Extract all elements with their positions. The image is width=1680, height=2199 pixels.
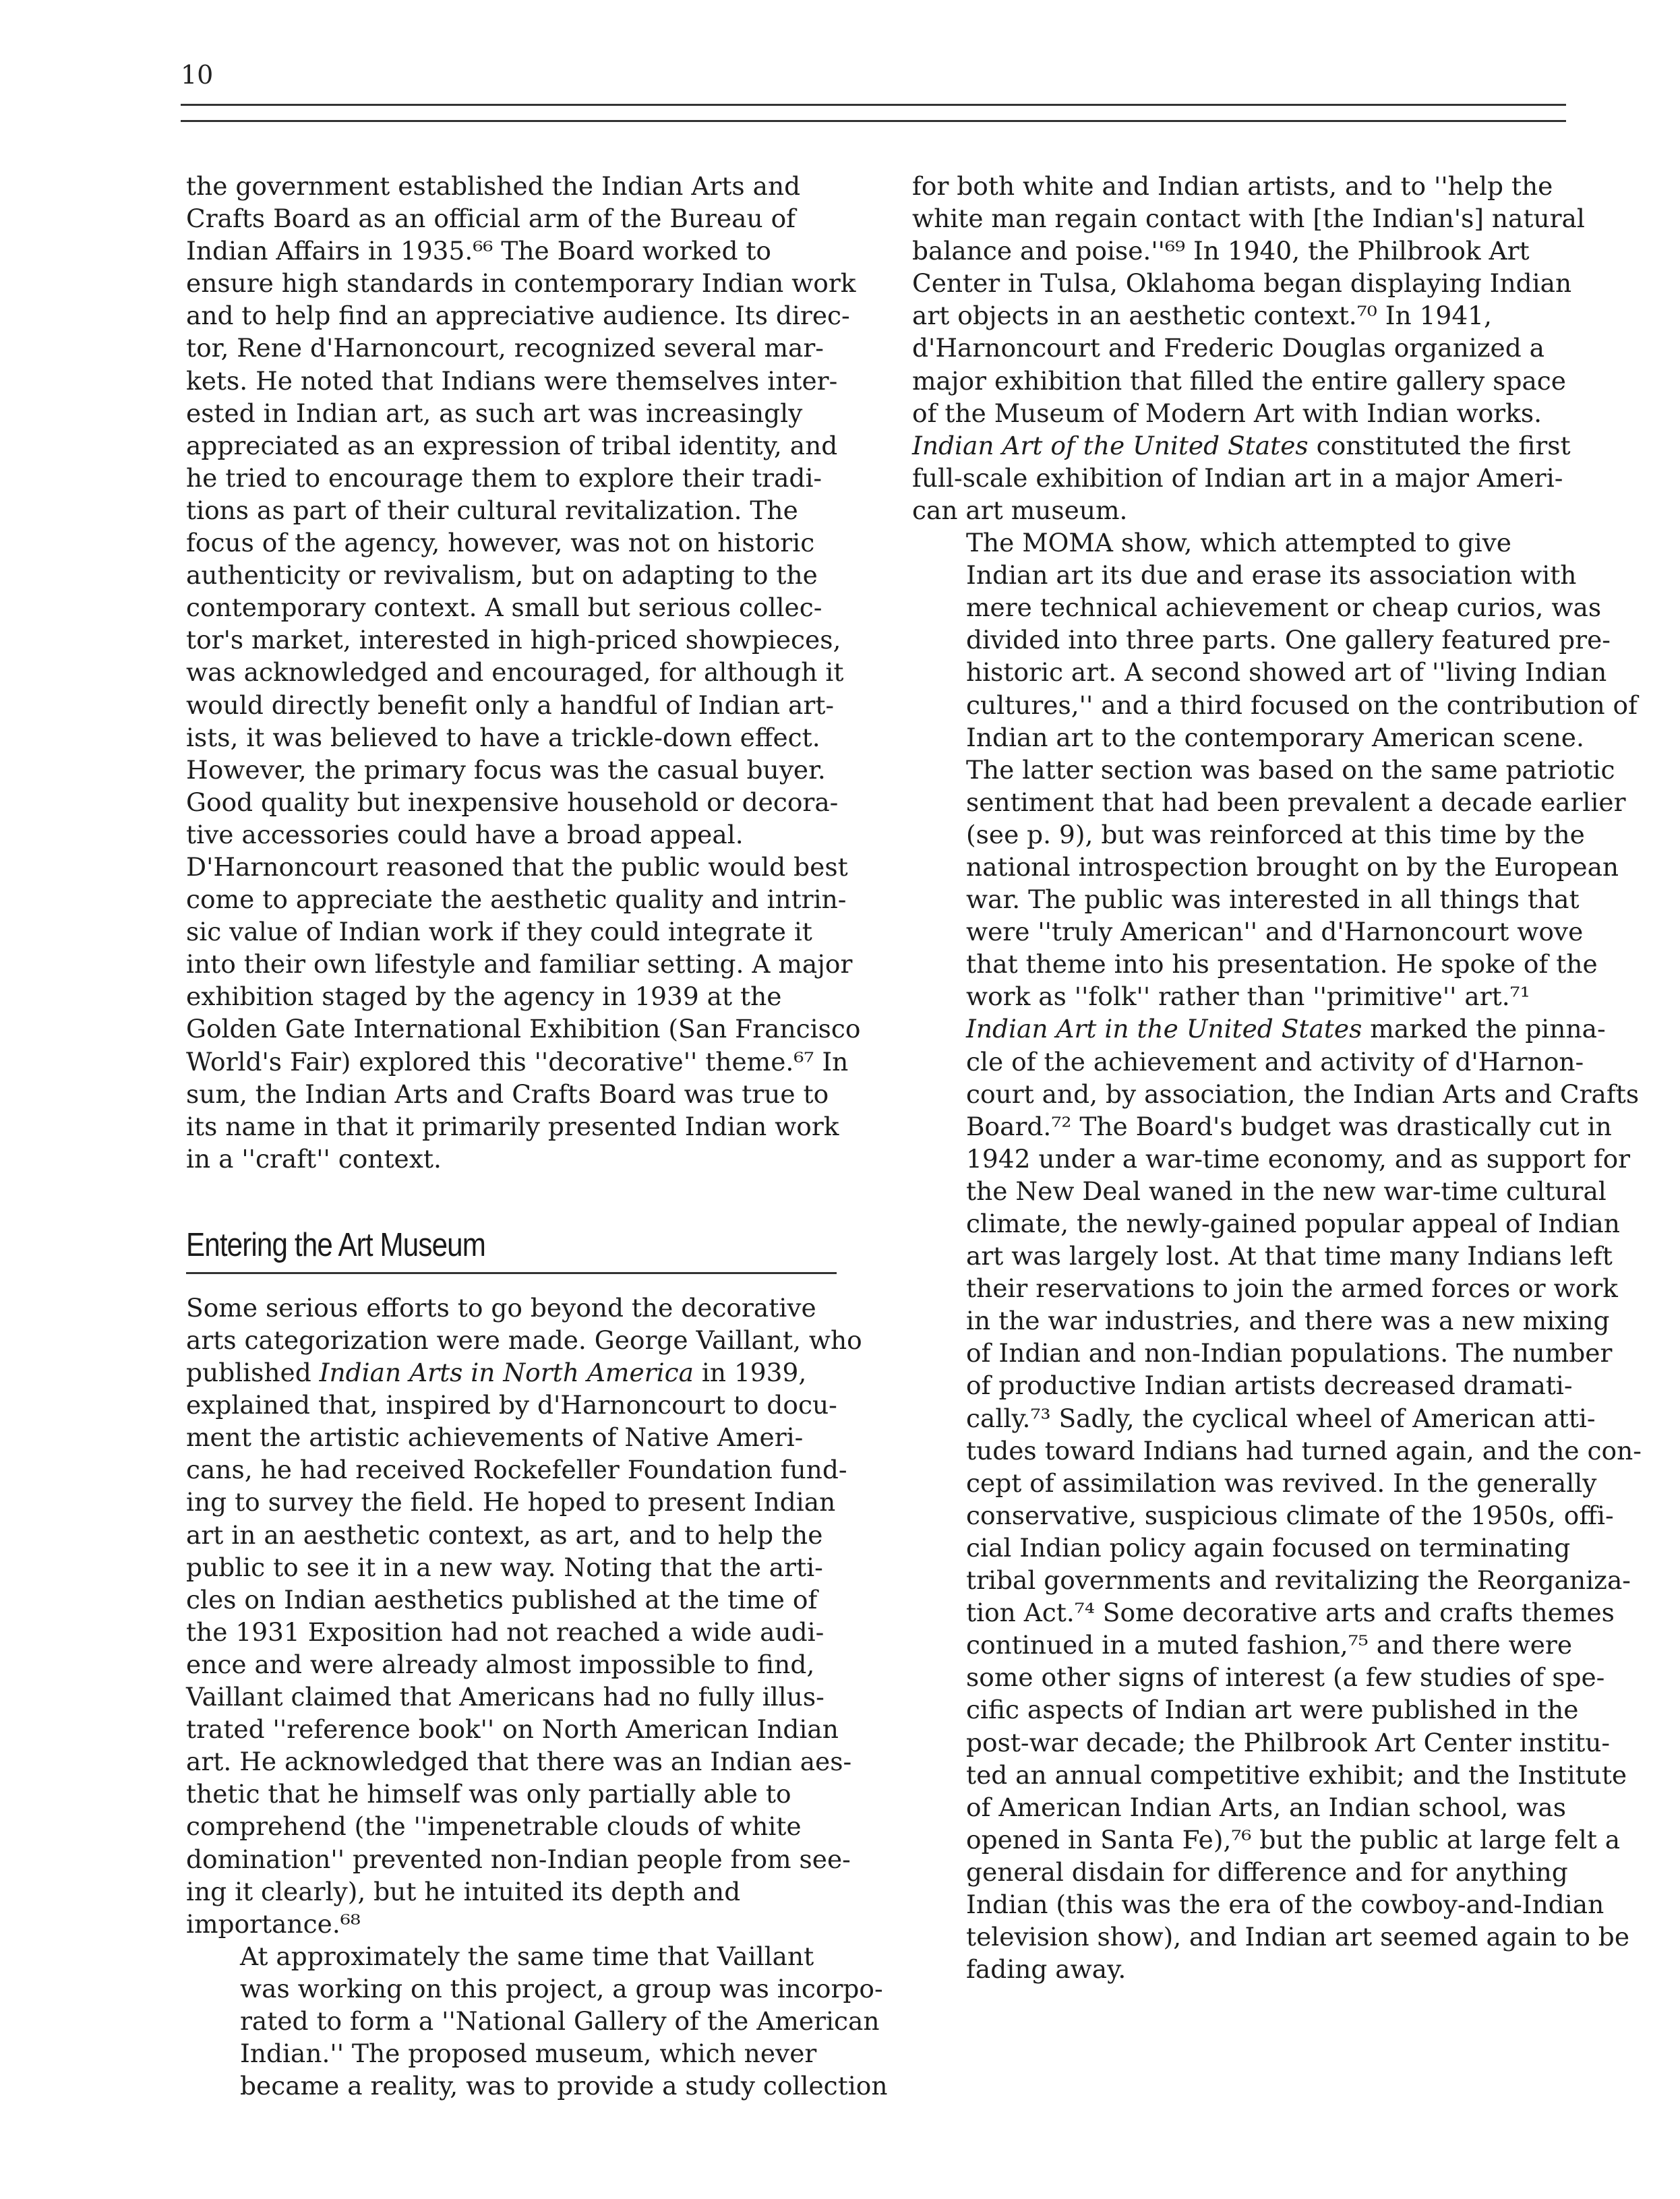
text-line: importance.⁶⁸ [186, 1908, 361, 1939]
text-line: cific aspects of Indian art were published in the [966, 1695, 1579, 1725]
text-line: tion Act.⁷⁴ Some decorative arts and crafts themes [966, 1598, 1615, 1628]
text-line: Indian (this was the era of the cowboy-and-Indian [966, 1889, 1604, 1919]
text-line: continued in a muted fashion,⁷⁵ and there were [966, 1630, 1573, 1660]
text-line: in the war industries, and there was a new mixing [966, 1306, 1610, 1336]
text-line: were ''truly American'' and d'Harnoncourt wove [966, 917, 1584, 947]
text-line: cans, he had received Rockefeller Foundation fund- [186, 1455, 847, 1485]
text-line: Indian Art in the United States marked the pinna- [966, 1014, 1606, 1044]
right-paragraph-1 [912, 170, 1585, 526]
text-line: Indian art its due and erase its association with [966, 560, 1577, 591]
text-line: Board.⁷² The Board's budget was drastically cut in [966, 1111, 1612, 1141]
text-line: cle of the achievement and activity of d'Harnon- [966, 1046, 1584, 1077]
text-line: its name in that it primarily presented Indian work [186, 1111, 839, 1141]
text-line: ensure high standards in contemporary Indian work [186, 268, 856, 299]
text-line: ists, it was believed to have a trickle-down effect. [186, 722, 820, 752]
text-line: that theme into his presentation. He spoke of the [966, 949, 1598, 980]
text-line: opened in Santa Fe),⁷⁶ but the public at large felt a [966, 1824, 1621, 1855]
text-line: war. The public was interested in all things that [966, 884, 1580, 915]
text-line: ence and were already almost impossible to find, [186, 1649, 815, 1679]
text-line: art was largely lost. At that time many Indians left [966, 1241, 1613, 1271]
text-line: court and, by association, the Indian Arts and Crafts [966, 1079, 1640, 1109]
text-line: explained that, inspired by d'Harnoncourt to docu- [186, 1390, 837, 1420]
text-line: appreciated as an expression of tribal identity, and [186, 430, 838, 460]
text-line: cally.⁷³ Sadly, the cyclical wheel of American atti- [966, 1403, 1596, 1433]
text-line: Some serious efforts to go beyond the decorative [186, 1292, 816, 1323]
text-line: sic value of Indian work if they could integrate it [186, 917, 812, 947]
text-line: d'Harnoncourt and Frederic Douglas organized a [912, 333, 1544, 363]
text-line: of the Museum of Modern Art with Indian works. [912, 398, 1542, 428]
text-line: of Indian and non-Indian populations. The number [966, 1338, 1613, 1368]
text-line: rated to form a ''National Gallery of the American [240, 2006, 880, 2036]
text-line: was working on this project, a group was incorpo- [240, 1973, 883, 2004]
text-line: ested in Indian art, as such art was increasingly [186, 398, 803, 428]
text-line: kets. He noted that Indians were themselves inter- [186, 365, 838, 396]
text-line: D'Harnoncourt reasoned that the public would best [186, 851, 848, 882]
text-line: ing it clearly), but he intuited its depth and [186, 1876, 741, 1906]
text-line: fading away. [966, 1954, 1127, 1985]
section-paragraph-2 [186, 1940, 888, 2102]
text-line: cultures,'' and a third focused on the contribution of [966, 690, 1638, 720]
text-line: The latter section was based on the same patriotic [966, 754, 1615, 785]
text-line: sentiment that had been prevalent a decade earlier [966, 787, 1626, 817]
text-line: Indian.'' The proposed museum, which never [240, 2039, 817, 2069]
text-line: Indian art to the contemporary American scene. [966, 722, 1584, 752]
text-line: Indian Affairs in 1935.⁶⁶ The Board worked to [186, 236, 772, 266]
text-line: tudes toward Indians had turned again, and the con- [966, 1435, 1642, 1466]
text-line: national introspection brought on by the European [966, 851, 1619, 882]
text-line: art objects in an aesthetic context.⁷⁰ In 1941, [912, 301, 1492, 331]
text-line: divided into three parts. One gallery featured pre- [966, 625, 1611, 655]
text-line: and to help find an appreciative audience. Its direc- [186, 301, 850, 331]
text-line: thetic that he himself was only partially able to [186, 1779, 791, 1809]
text-line: the 1931 Exposition had not reached a wide audi- [186, 1617, 824, 1647]
text-line: the government established the Indian Arts and [186, 171, 801, 201]
text-line: art. He acknowledged that there was an Indian aes- [186, 1747, 852, 1777]
text-line: cles on Indian aesthetics published at the time of [186, 1584, 818, 1615]
text-line: ing to survey the field. He hoped to present Indian [186, 1487, 836, 1517]
text-line: Good quality but inexpensive household or decora- [186, 787, 839, 817]
section-heading: Entering the Art Museum [186, 1226, 485, 1263]
text-line: general disdain for difference and for anything [966, 1857, 1568, 1887]
page-number: 10 [181, 60, 214, 90]
text-line: sum, the Indian Arts and Crafts Board was true to [186, 1079, 829, 1109]
text-line: trated ''reference book'' on North American Indian [186, 1714, 839, 1745]
right-column [912, 170, 1642, 1985]
text-line: of American Indian Arts, an Indian school, was [966, 1792, 1567, 1822]
text-line: tive accessories could have a broad appeal. [186, 819, 744, 849]
text-line: 1942 under a war-time economy, and as support for [966, 1143, 1631, 1174]
right-paragraph-3 [912, 1013, 1642, 1985]
text-line: some other signs of interest (a few studies of spe- [966, 1662, 1605, 1693]
header-rule-top [181, 104, 1566, 106]
text-line: historic art. A second showed art of ''living Indian [966, 657, 1607, 688]
text-line: comprehend (the ''impenetrable clouds of white [186, 1811, 802, 1842]
text-line: Crafts Board as an official arm of the Bureau of [186, 204, 796, 234]
text-line: art in an aesthetic context, as art, and to help the [186, 1519, 823, 1550]
text-line: television show), and Indian art seemed again to be [966, 1922, 1630, 1952]
text-line: The MOMA show, which attempted to give [966, 528, 1511, 558]
text-line: of productive Indian artists decreased dramati- [966, 1370, 1573, 1401]
text-line: ted an annual competitive exhibit; and the Institute [966, 1759, 1627, 1790]
right-paragraph-2 [912, 526, 1638, 1013]
text-line: cial Indian policy again focused on terminating [966, 1532, 1571, 1563]
text-line: focus of the agency, however, was not on historic [186, 528, 815, 558]
text-line: balance and poise.''⁶⁹ In 1940, the Philbrook Art [912, 236, 1530, 266]
text-line: exhibition staged by the agency in 1939 at the [186, 982, 782, 1012]
text-line: full-scale exhibition of Indian art in a major Ameri- [912, 462, 1563, 493]
text-line: climate, the newly-gained popular appeal of Indian [966, 1209, 1620, 1238]
text-line: white man regain contact with [the Indian's] natural [912, 204, 1585, 234]
text-line: come to appreciate the aesthetic quality and intrin- [186, 884, 847, 915]
text-line: arts categorization were made. George Vaillant, who [186, 1325, 862, 1355]
text-line: for both white and Indian artists, and to ''help the [912, 171, 1553, 201]
text-line: the New Deal waned in the new war-time cultural [966, 1176, 1607, 1206]
text-line: Center in Tulsa, Oklahoma began displaying Indian [912, 268, 1572, 299]
text-line: ment the artistic achievements of Native Ameri- [186, 1422, 804, 1453]
section-heading-rule [186, 1272, 837, 1274]
text-line: cept of assimilation was revived. In the generally [966, 1468, 1597, 1498]
text-line: would directly benefit only a handful of Indian art- [186, 690, 835, 720]
text-line: can art museum. [912, 495, 1128, 525]
text-line: domination'' prevented non-Indian people from see- [186, 1844, 851, 1874]
text-line: (see p. 9), but was reinforced at this time by the [966, 819, 1585, 849]
text-line: Indian Art of the United States constituted the first [912, 430, 1571, 460]
text-line: authenticity or revivalism, but on adapting to the [186, 560, 818, 591]
text-line: tribal governments and revitalizing the Reorganiza- [966, 1565, 1631, 1596]
text-line: post-war decade; the Philbrook Art Center institu- [966, 1727, 1611, 1757]
text-line: work as ''folk'' rather than ''primitive'' art.⁷¹ [966, 982, 1530, 1012]
text-line: At approximately the same time that Vaillant [240, 1941, 814, 1971]
text-line: public to see it in a new way. Noting that the arti- [186, 1552, 823, 1582]
intro-paragraph [186, 170, 861, 1175]
text-line: tor, Rene d'Harnoncourt, recognized several mar- [186, 333, 824, 363]
section-paragraph-1 [186, 1292, 862, 1940]
text-line: Vaillant claimed that Americans had no fully illus- [186, 1682, 824, 1712]
text-line: was acknowledged and encouraged, for although it [186, 657, 844, 688]
text-line: published Indian Arts in North America in 1939, [186, 1358, 807, 1388]
text-line: became a reality, was to provide a study collection [240, 2071, 888, 2101]
text-line: their reservations to join the armed forces or work [966, 1273, 1618, 1304]
text-line: he tried to encourage them to explore their tradi- [186, 462, 822, 493]
text-line: tor's market, interested in high-priced showpieces, [186, 625, 841, 655]
left-column [186, 170, 888, 2102]
text-line: contemporary context. A small but serious collec- [186, 593, 822, 623]
text-line: mere technical achievement or cheap curios, was [966, 593, 1602, 623]
text-line: major exhibition that filled the entire gallery space [912, 365, 1567, 396]
text-line: World's Fair) explored this ''decorative'' theme.⁶⁷ In [186, 1046, 849, 1077]
text-line: in a ''craft'' context. [186, 1143, 442, 1174]
text-line: Golden Gate International Exhibition (San Francisco [186, 1014, 861, 1044]
text-line: conservative, suspicious climate of the 1950s, offi- [966, 1500, 1614, 1530]
text-line: tions as part of their cultural revitalization. The [186, 495, 798, 525]
header-rule-bottom [181, 120, 1566, 122]
text-line: However, the primary focus was the casual buyer. [186, 754, 826, 785]
text-line: into their own lifestyle and familiar setting. A major [186, 949, 853, 980]
